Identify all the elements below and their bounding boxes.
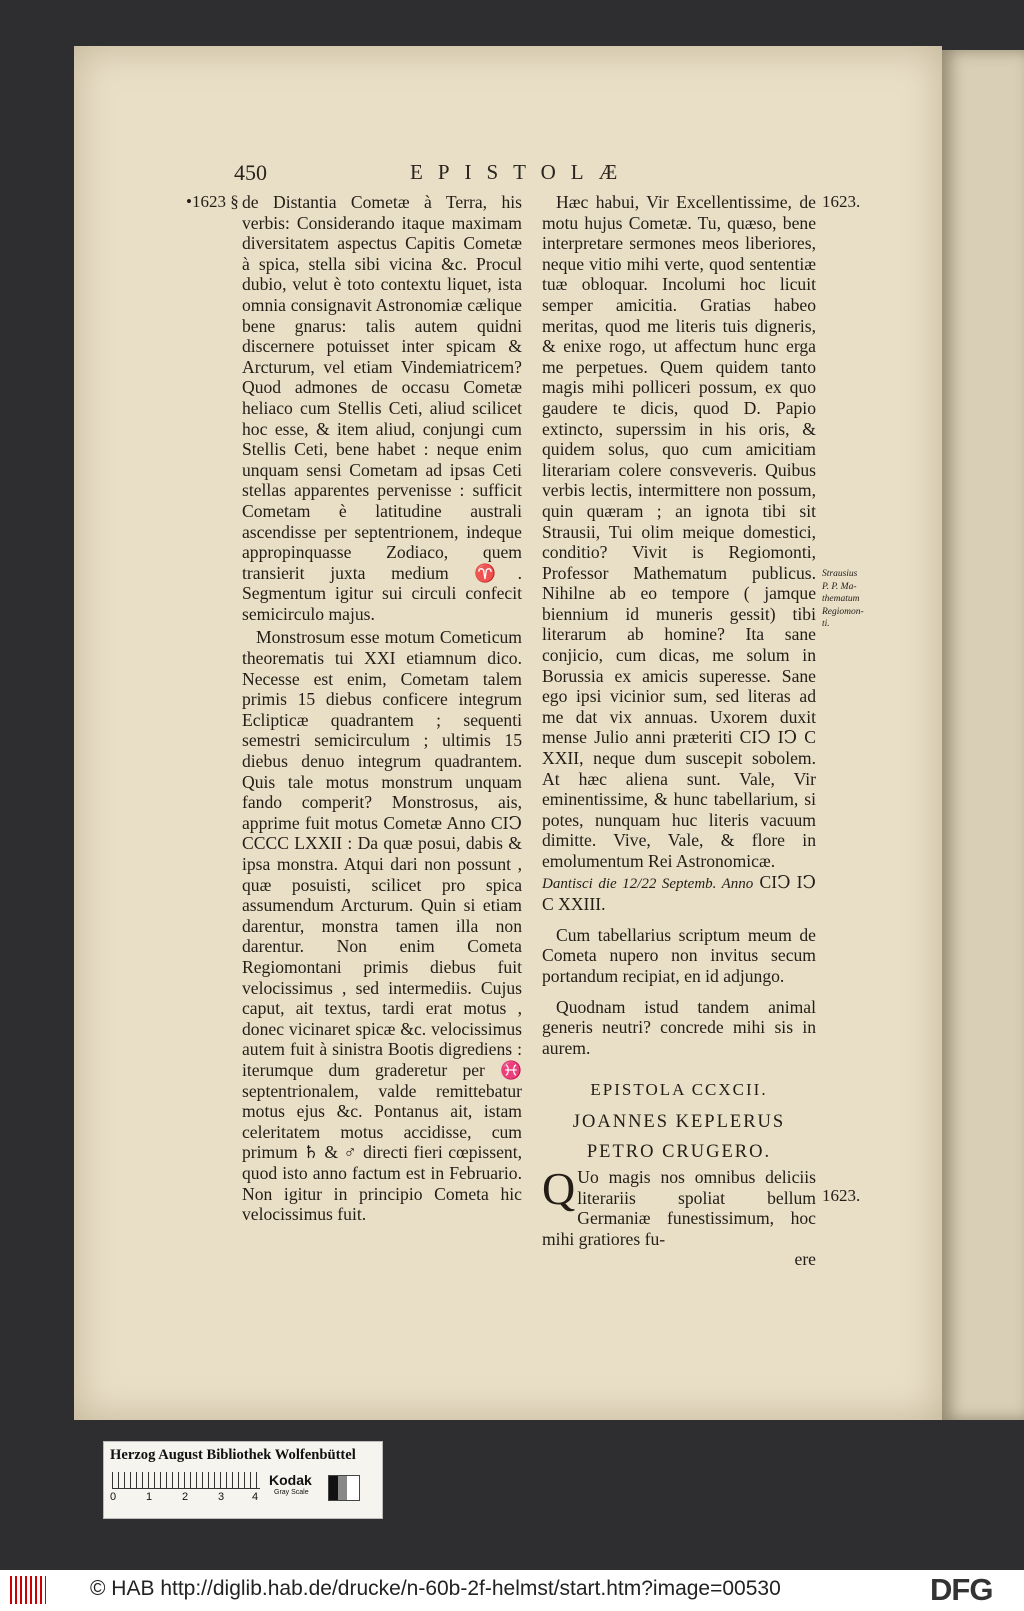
barcode-icon [10, 1576, 46, 1604]
epistola-heading: EPISTOLA CCXCII. [590, 1080, 768, 1100]
ruler-number: 4 [252, 1491, 259, 1503]
margin-note-line: Strausius [822, 569, 858, 579]
dateline-year: CIↃ IↃ C XXIII. [542, 871, 816, 915]
scale-ruler [112, 1472, 260, 1489]
margin-note-line: thematum [822, 594, 860, 604]
kodak-subtitle: Gray Scale [274, 1489, 309, 1496]
margin-note-line: P. P. Ma- [822, 581, 857, 592]
letter-opening-text: Uo magis nos omnibus deliciis literariis spoliat bellum Germaniæ funestissimum, hoc mihi gratiores fu- [542, 1166, 816, 1249]
kodak-logo: Kodak [269, 1472, 312, 1488]
ruler-number: 3 [218, 1491, 225, 1503]
right-column [542, 192, 816, 1270]
gray-scale-patch [328, 1475, 360, 1501]
paragraph: Cum tabellarius scriptum meum de Cometa nupero non invitus secum portandum recipiat, en id adjungo. [542, 924, 816, 986]
footer-copyright-link[interactable]: © HAB http://diglib.hab.de/drucke/n-60b-2f-helmst/start.htm?image=00530 [90, 1577, 781, 1600]
paragraph: Monstrosum esse motum Cometicum theorematis tui XXI etiamnum dico. Necesse est enim, Cometam talem primis 15 diebus conficere integrum Eclipticæ quadrantem ; sequenti semestri semicirculum ; ultimis 15 diebus denuo integrum quadrantem. Quis tale motus monstrum unquam fando comperit? Monstrosus, ais, apprime fuit motus Cometæ Anno CIↃ CCCC LXXII : Da quæ posui, dabis & ipsa monstra. Atqui dari non possunt , quæ posuisti, scilicet pro spica assumendum Arcturum. Quin si etiam darentur, monstra tamen illa non darentur. Non enim Cometa Regiomontani primis diebus fuit velocissimus , sed intermediis. Cujus caput, ait textus, tardi erat motus , donec vicinaret spicæ &c. velocissimus autem fuit à sinistra Bootis digrediens : iterumque dum graderetur per ♓ septentrionalem, valde remittebatur motus ejus &c. Pontanus ait, istam celeritatem motus accidisse, cum primum ♄ & ♂ directi fieri cœpissent, quod isto anno factum est in Februario. Non igitur in principio Cometa hic velocissimus fuit. [242, 627, 522, 1225]
letter-recipient: PETRO CRUGERO. [586, 1141, 772, 1162]
letter-author: JOANNES KEPLERUS [572, 1111, 786, 1132]
paragraph: Hæc habui, Vir Excellentissime, de motu hujus Cometæ. Tu, quæso, bene interpretare sermones meos liberiores, neque vitio mihi verte, quod sententiæ tuæ obloquar. Incolumi hoc licuit semper amicitia. Gratias habeo meritas, quod me literis tuis digneris, & enixe rogo, ut affectum hunc erga me perpetues. Quem quidem tanto magis mihi polliceri possum, ex quo gaudere te dicis, quod D. Papio extincto, superssim in his oris, & quidem solus, quo cum amicitiam literariam colere consveveris. Quibus verbis lectis, intermittere non possum, quin quæram ; an ignota tibi sit Strausii, Tui olim meique domestici, conditio? Vivit is Regiomonti, Professor Mathematum publicus. Nihilne ab eo tempore ( jamque biennium id muneris gessit) tibi literarum ab homine? Ita sane conjicio, cum dicas, me solum in Borussia ex amicis superesse. Sane ego ipsi vicinior sum, sed literas ad me dat vix annuas. Uxorem duxit mense Julio anni præteriti CIↃ IↃ C XXII, neque dum suscepit sobolem. At hæc aliena sunt. Vale, Vir eminentissime, & hunc tabellarium, si potes, nunquam huc literis vacuum dimitte. Vive, Vale, & flore in emolumentum Rei Astronomicæ. [542, 192, 816, 871]
left-column [242, 192, 522, 1225]
ruler-number: 1 [146, 1491, 153, 1503]
dateline [542, 872, 816, 915]
page-number: 450 [234, 160, 267, 185]
ruler-number: 0 [110, 1491, 117, 1503]
library-badge [103, 1441, 383, 1519]
catchword: ere [794, 1249, 816, 1270]
ruler-number: 2 [182, 1491, 189, 1503]
footer-bar [0, 1570, 1024, 1611]
paragraph: de Distantia Cometæ à Terra, his verbis: Considerando itaque maximam diversitatem aspectus Capitis Cometæ à spica, stella sibi vicina &c. Procul dubio, velut è toto contextu liquet, ista omnia consignavit Astronomiæ cælique bene gnarus: talis autem quidni discernere potuisset inter spicam & Arcturum, vel etiam Vindemiatricem? Quod admones de occasu Cometæ heliaco cum Stellis Ceti, aliud scilicet hoc esse, & item aliud, conjungi cum Stellis Ceti, bene habet : neque enim unquam sensi Cometam ad ipsas Ceti stellas apparentes pervenisse : sufficit Cometam è latitudine australi ascendisse per septentrionem, indeque appropinquasse Zodiaco, quem transierit juxta medium ♈. Segmentum igitur sui circuli confecit semicirculo majus. [242, 192, 522, 624]
margin-note-line: Regiomon- [822, 606, 864, 617]
paragraph: Quodnam istud tandem animal generis neutri? concrede mihi sis in aurem. [542, 996, 816, 1058]
running-head [234, 160, 854, 184]
next-page-edge [942, 50, 1024, 1420]
margin-note-line: ti. [822, 619, 830, 629]
drop-cap: Q [542, 1162, 576, 1214]
margin-year-left: •1623 § [186, 192, 239, 211]
margin-year-right-top: 1623. [822, 192, 861, 211]
margin-note [822, 568, 882, 631]
dateline-place: Dantisci die 12/22 Septemb. Anno [542, 875, 754, 892]
running-title: EPISTOLÆ [410, 160, 633, 184]
library-name: Herzog August Bibliothek Wolfenbüttel [110, 1447, 356, 1463]
margin-year-right-bottom: 1623. [822, 1186, 861, 1205]
letter-opening [542, 1162, 816, 1249]
dfg-logo: DFG [930, 1572, 993, 1607]
